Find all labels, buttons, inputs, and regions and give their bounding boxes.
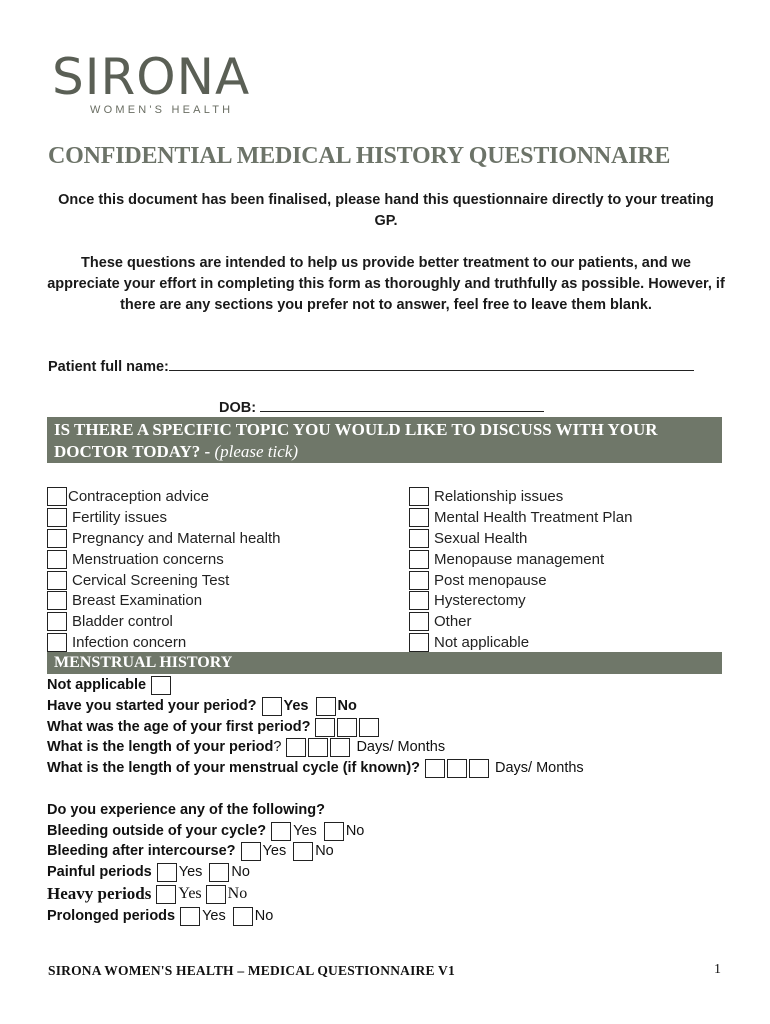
topic-label: Post menopause bbox=[434, 571, 547, 589]
dob-field[interactable] bbox=[219, 398, 544, 416]
topic-label: Contraception advice bbox=[68, 487, 209, 505]
topic-label: Breast Examination bbox=[72, 592, 203, 610]
bleeding-intercourse-row bbox=[47, 841, 340, 861]
period-length-row bbox=[47, 737, 451, 757]
period-length-box[interactable] bbox=[330, 738, 350, 757]
not-applicable-label: Not applicable bbox=[47, 677, 147, 693]
bleeding-outside-no-label: No bbox=[345, 823, 365, 839]
age-digit-box[interactable] bbox=[359, 718, 379, 737]
bleeding-outside-yes-label: Yes bbox=[293, 823, 317, 839]
prolonged-periods-question: Prolonged periods bbox=[47, 908, 176, 924]
topic-item[interactable] bbox=[47, 486, 280, 507]
topic-item[interactable] bbox=[409, 507, 632, 528]
bleeding-intercourse-question: Bleeding after intercourse? bbox=[47, 843, 236, 859]
checkbox[interactable] bbox=[409, 612, 429, 631]
prolonged-no-checkbox[interactable] bbox=[233, 907, 253, 926]
started-period-question: Have you started your period? bbox=[47, 698, 257, 714]
checkbox[interactable] bbox=[47, 487, 67, 506]
bleeding-intercourse-no-label: No bbox=[315, 843, 334, 859]
painful-periods-question: Painful periods bbox=[47, 864, 152, 880]
menstrual-section-heading: MENSTRUAL HISTORY bbox=[47, 652, 722, 674]
topic-label: Mental Health Treatment Plan bbox=[434, 508, 633, 526]
topic-item[interactable] bbox=[409, 590, 632, 611]
period-length-qmark: ? bbox=[273, 739, 282, 755]
patient-name-field[interactable] bbox=[48, 357, 694, 375]
checkbox[interactable] bbox=[47, 529, 67, 548]
topic-label: Fertility issues bbox=[72, 508, 168, 526]
started-yes-checkbox[interactable] bbox=[262, 697, 282, 716]
topic-item[interactable] bbox=[47, 611, 280, 632]
cycle-length-question: What is the length of your menstrual cycle (if known)? bbox=[47, 760, 421, 776]
intro-paragraph-1: Once this document has been finalised, please hand this questionnaire directly to your treating GP. bbox=[58, 192, 714, 229]
brand-name: SIRONA bbox=[52, 48, 251, 106]
started-yes-label: Yes bbox=[283, 698, 309, 714]
dob-label: DOB: bbox=[219, 400, 257, 416]
topics-section-heading bbox=[47, 417, 722, 463]
prolonged-yes-label: Yes bbox=[202, 908, 226, 924]
painful-no-label: No bbox=[231, 864, 250, 880]
bleeding-outside-question: Bleeding outside of your cycle? bbox=[47, 823, 267, 839]
page-title: CONFIDENTIAL MEDICAL HISTORY QUESTIONNAIRE bbox=[48, 143, 671, 169]
topic-item[interactable] bbox=[409, 528, 632, 549]
heavy-periods-row bbox=[47, 884, 250, 904]
prolonged-periods-row bbox=[47, 906, 279, 926]
first-period-age-row bbox=[47, 717, 380, 737]
not-applicable-row[interactable] bbox=[47, 675, 172, 695]
topic-label: Infection concern bbox=[72, 634, 187, 652]
heavy-periods-question: Heavy periods bbox=[47, 884, 152, 903]
dob-line[interactable] bbox=[260, 398, 544, 412]
cycle-length-box[interactable] bbox=[425, 759, 445, 778]
topic-label: Bladder control bbox=[72, 613, 173, 631]
checkbox[interactable] bbox=[409, 633, 429, 652]
topic-label: Hysterectomy bbox=[434, 592, 526, 610]
topic-item[interactable] bbox=[47, 590, 280, 611]
cycle-length-box[interactable] bbox=[447, 759, 467, 778]
period-length-unit: Days/ Months bbox=[356, 739, 446, 755]
page-footer: SIRONA WOMEN'S HEALTH – MEDICAL QUESTIONNAIRE V1 bbox=[48, 963, 455, 978]
checkbox[interactable] bbox=[409, 591, 429, 610]
topic-item[interactable] bbox=[409, 611, 632, 632]
topics-heading-note: (please tick) bbox=[214, 442, 298, 461]
heavy-no-checkbox[interactable] bbox=[206, 885, 226, 904]
checkbox[interactable] bbox=[409, 529, 429, 548]
cycle-length-row bbox=[47, 758, 590, 778]
cycle-length-box[interactable] bbox=[469, 759, 489, 778]
topic-label: Pregnancy and Maternal health bbox=[72, 529, 281, 547]
topic-label: Menopause management bbox=[434, 550, 605, 568]
started-no-checkbox[interactable] bbox=[316, 697, 336, 716]
patient-name-label: Patient full name: bbox=[48, 359, 169, 375]
age-digit-box[interactable] bbox=[337, 718, 357, 737]
painful-periods-row bbox=[47, 862, 256, 882]
topic-label: Menstruation concerns bbox=[72, 550, 224, 568]
page-number: 1 bbox=[714, 962, 721, 977]
bleeding-outside-yes-checkbox[interactable] bbox=[271, 822, 291, 841]
bleeding-outside-no-checkbox[interactable] bbox=[324, 822, 344, 841]
brand-tagline: WOMEN'S HEALTH bbox=[90, 104, 234, 116]
topic-label: Not applicable bbox=[434, 634, 530, 652]
bleeding-intercourse-yes-label: Yes bbox=[262, 843, 287, 859]
topic-label: Relationship issues bbox=[434, 487, 564, 505]
bleeding-intercourse-no-checkbox[interactable] bbox=[293, 842, 313, 861]
experience-row bbox=[47, 800, 325, 820]
heavy-no-label: No bbox=[227, 885, 248, 902]
heavy-yes-checkbox[interactable] bbox=[156, 885, 176, 904]
topic-label: Other bbox=[434, 613, 472, 631]
checkbox[interactable] bbox=[47, 591, 67, 610]
checkbox[interactable] bbox=[409, 571, 429, 590]
not-applicable-checkbox[interactable] bbox=[151, 676, 171, 695]
checkbox[interactable] bbox=[47, 571, 67, 590]
painful-no-checkbox[interactable] bbox=[209, 863, 229, 882]
period-length-box[interactable] bbox=[308, 738, 328, 757]
topic-item[interactable] bbox=[47, 632, 280, 653]
topic-label: Sexual Health bbox=[434, 529, 528, 547]
patient-name-line[interactable] bbox=[169, 357, 694, 371]
started-no-label: No bbox=[337, 698, 357, 714]
heavy-yes-label: Yes bbox=[178, 885, 202, 902]
topics-right-column bbox=[409, 486, 632, 653]
started-period-row bbox=[47, 696, 363, 716]
checkbox[interactable] bbox=[47, 633, 67, 652]
painful-yes-label: Yes bbox=[178, 864, 203, 880]
topic-item[interactable] bbox=[47, 570, 280, 591]
topics-left-column bbox=[47, 486, 280, 653]
painful-yes-checkbox[interactable] bbox=[157, 863, 177, 882]
checkbox[interactable] bbox=[409, 550, 429, 569]
topic-item[interactable] bbox=[409, 632, 632, 653]
cycle-length-unit: Days/ Months bbox=[495, 760, 584, 776]
first-period-age-question: What was the age of your first period? bbox=[47, 719, 311, 735]
period-length-question: What is the length of your period bbox=[47, 739, 274, 755]
topic-item[interactable] bbox=[47, 549, 280, 570]
topic-item[interactable] bbox=[409, 549, 632, 570]
checkbox[interactable] bbox=[409, 508, 429, 527]
topics-heading-text: IS THERE A SPECIFIC TOPIC YOU WOULD LIKE TO DISCUSS WITH YOUR DOCTOR TODAY? - bbox=[54, 420, 658, 461]
bleeding-intercourse-yes-checkbox[interactable] bbox=[241, 842, 261, 861]
topic-item[interactable] bbox=[47, 507, 280, 528]
bleeding-outside-row bbox=[47, 821, 370, 841]
experience-question: Do you experience any of the following? bbox=[47, 802, 325, 818]
checkbox[interactable] bbox=[47, 508, 67, 527]
prolonged-no-label: No bbox=[254, 908, 274, 924]
period-length-box[interactable] bbox=[286, 738, 306, 757]
checkbox[interactable] bbox=[47, 612, 67, 631]
checkbox[interactable] bbox=[409, 487, 429, 506]
intro-paragraph-2: These questions are intended to help us provide better treatment to our patients, and we appreciate your effort in completing this form as thoroughly and truthfully as possible. However, if there are any sections you prefer not to answer, feel free to leave them blank. bbox=[47, 255, 725, 313]
topic-label: Cervical Screening Test bbox=[72, 571, 230, 589]
age-digit-box[interactable] bbox=[315, 718, 335, 737]
brand-logo bbox=[52, 50, 292, 116]
topic-item[interactable] bbox=[409, 486, 632, 507]
checkbox[interactable] bbox=[47, 550, 67, 569]
topic-item[interactable] bbox=[47, 528, 280, 549]
topic-item[interactable] bbox=[409, 570, 632, 591]
prolonged-yes-checkbox[interactable] bbox=[180, 907, 200, 926]
